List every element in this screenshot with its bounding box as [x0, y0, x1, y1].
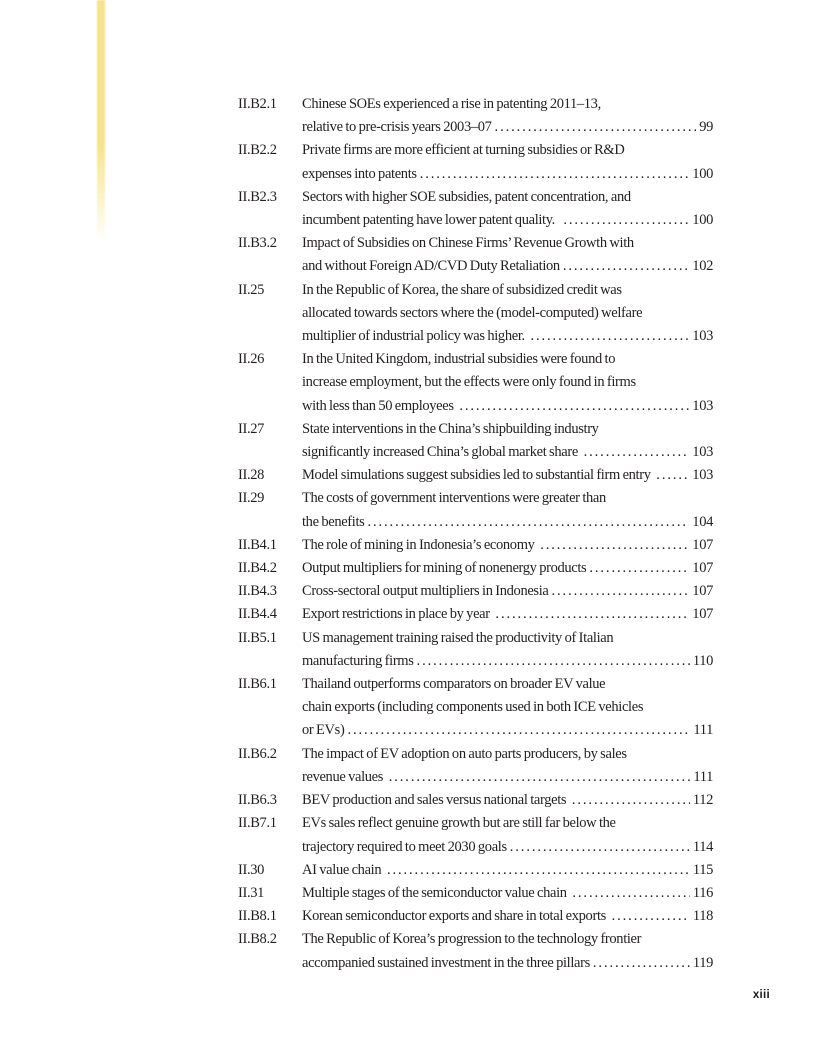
- entry-label: II.B2.2: [238, 142, 277, 159]
- entry-lines: [302, 627, 713, 673]
- dot-leader: [656, 464, 689, 487]
- entry-line-text: EVs sales reflect genuine growth but are still far below the: [302, 815, 616, 832]
- entry-label: II.B4.1: [238, 536, 277, 553]
- entry-label: II.25: [238, 281, 265, 298]
- entry-page-number: 104: [692, 513, 713, 530]
- entry-lines: [302, 603, 713, 626]
- toc-entry: [238, 186, 713, 232]
- entry-line-text: revenue values: [302, 768, 386, 785]
- entry-label: II.B8.1: [238, 908, 277, 925]
- entry-line-text: Impact of Subsidies on Chinese Firms’ Revenue Growth with: [302, 235, 634, 252]
- entry-lines: [302, 580, 713, 603]
- entry-label: II.B2.3: [238, 188, 277, 205]
- entry-page-number: 103: [692, 444, 713, 461]
- entry-line: [302, 279, 713, 302]
- entry-label: II.26: [238, 351, 265, 368]
- entry-page-number: 100: [692, 212, 713, 229]
- entry-line-text: or EVs): [302, 722, 345, 739]
- entry-label: II.30: [238, 861, 265, 878]
- entry-lines: [302, 882, 713, 905]
- entry-line-text: Private firms are more efficient at turning subsidies or R&D: [302, 142, 625, 159]
- toc-entry: [238, 627, 713, 673]
- entry-line-text: In the Republic of Korea, the share of subsidized credit was: [302, 281, 622, 298]
- entry-line: [302, 232, 713, 255]
- toc-entry: [238, 464, 713, 487]
- entry-line-text: Chinese SOEs experienced a rise in patenting 2011–13,: [302, 96, 601, 112]
- entry-page-number: 114: [692, 838, 713, 855]
- entry-line: [302, 464, 713, 487]
- entry-page-number: 99: [699, 119, 713, 136]
- entry-line-text: Korean semiconductor exports and share in total exports: [302, 908, 609, 925]
- entry-label: II.B4.3: [238, 583, 277, 600]
- entry-line-text: Cross-sectoral output multipliers in Indonesia: [302, 583, 549, 600]
- entry-line: [302, 673, 713, 696]
- entry-label: II.B3.2: [238, 235, 277, 252]
- entry-page-number: 111: [693, 768, 713, 785]
- entry-lines: [302, 139, 713, 185]
- dot-leader: [367, 511, 689, 534]
- entry-label: II.31: [238, 884, 265, 901]
- entry-lines: [302, 186, 713, 232]
- entry-line: [302, 859, 713, 882]
- entry-page-number: 100: [692, 165, 713, 182]
- entry-line-text: Model simulations suggest subsidies led to substantial firm entry: [302, 467, 654, 484]
- entry-label: II.B6.3: [238, 792, 277, 809]
- entry-line: [302, 487, 713, 510]
- entry-line-text: the benefits: [302, 513, 365, 530]
- entry-line-text: significantly increased China’s global market share: [302, 444, 581, 461]
- entry-page-number: 115: [692, 861, 713, 878]
- entry-line: [302, 580, 713, 603]
- entry-line: [302, 603, 713, 626]
- toc-entry: [238, 487, 713, 533]
- entry-page-number: 110: [692, 652, 713, 669]
- entry-lines: [302, 534, 713, 557]
- entry-line-text: multiplier of industrial policy was higher.: [302, 328, 528, 345]
- page-folio: xiii: [752, 989, 770, 1001]
- toc-entry: [238, 812, 713, 858]
- entry-line: [302, 719, 713, 742]
- entry-lines: [302, 232, 713, 278]
- toc-entry: [238, 232, 713, 278]
- entry-page-number: 107: [692, 560, 713, 577]
- entry-line-text: BEV production and sales versus national targets: [302, 792, 569, 809]
- entry-page-number: 116: [692, 884, 713, 901]
- entry-line-text: Sectors with higher SOE subsidies, patent concentration, and: [302, 188, 631, 205]
- entry-line: [302, 882, 713, 905]
- dot-leader: [572, 882, 689, 905]
- dot-leader: [563, 255, 689, 278]
- dot-leader: [572, 789, 690, 812]
- entry-line-text: The impact of EV adoption on auto parts producers, by sales: [302, 745, 627, 762]
- entry-lines: [302, 673, 713, 743]
- entry-line-text: chain exports (including components used in both ICE vehicles: [302, 699, 644, 716]
- entry-line: [302, 93, 713, 116]
- entry-lines: [302, 928, 713, 974]
- entry-page-number: 119: [692, 954, 713, 971]
- toc-entry: [238, 789, 713, 812]
- entry-page-number: 103: [692, 467, 713, 484]
- entry-line-text: Multiple stages of the semiconductor value chain: [302, 884, 570, 901]
- dot-leader: [510, 836, 690, 859]
- entry-line: [302, 766, 713, 789]
- entry-line: [302, 418, 713, 441]
- dot-leader: [420, 163, 690, 186]
- entry-label: II.27: [238, 420, 265, 437]
- entry-line-text: State interventions in the China’s shipbuilding industry: [302, 420, 599, 437]
- entry-line-text: accompanied sustained investment in the three pillars: [302, 954, 590, 971]
- entry-lines: [302, 464, 713, 487]
- entry-line: [302, 441, 713, 464]
- toc-entry: [238, 905, 713, 928]
- entry-line: [302, 348, 713, 371]
- entry-lines: [302, 418, 713, 464]
- toc-entry: [238, 882, 713, 905]
- entry-line-text: US management training raised the productivity of Italian: [302, 629, 614, 646]
- entry-label: II.B2.1: [238, 96, 277, 112]
- entry-line: [302, 696, 713, 719]
- entry-line: [302, 255, 713, 278]
- entry-lines: [302, 487, 713, 533]
- dot-leader: [389, 766, 691, 789]
- entry-line: [302, 302, 713, 325]
- entry-line-text: The Republic of Korea’s progression to the technology frontier: [302, 931, 642, 948]
- dot-leader: [417, 650, 690, 673]
- entry-line: [302, 928, 713, 951]
- entry-line-text: manufacturing firms: [302, 652, 414, 669]
- entry-line: [302, 371, 713, 394]
- entry-line-text: with less than 50 employees: [302, 397, 457, 414]
- entry-page-number: 103: [692, 328, 713, 345]
- entry-line: [302, 534, 713, 557]
- toc-entry: [238, 743, 713, 789]
- entry-label: II.B4.2: [238, 560, 277, 577]
- entry-lines: [302, 859, 713, 882]
- dot-leader: [563, 209, 689, 232]
- dot-leader: [459, 395, 689, 418]
- entry-label: II.B7.1: [238, 815, 277, 832]
- entry-lines: [302, 557, 713, 580]
- dot-leader: [612, 905, 690, 928]
- entry-line-text: The costs of government interventions were greater than: [302, 490, 606, 507]
- entry-lines: [302, 93, 713, 139]
- entry-line-text: The role of mining in Indonesia’s economy: [302, 536, 538, 553]
- entry-line: [302, 650, 713, 673]
- entry-label: II.29: [238, 490, 265, 507]
- toc-list: [238, 93, 713, 975]
- entry-lines: [302, 812, 713, 858]
- entry-line-text: relative to pre-crisis years 2003–07: [302, 119, 492, 136]
- entry-line-text: In the United Kingdom, industrial subsidies were found to: [302, 351, 616, 368]
- entry-line: [302, 952, 713, 975]
- entry-line: [302, 186, 713, 209]
- dot-leader: [495, 603, 689, 626]
- dot-leader: [552, 580, 690, 603]
- toc-entry: [238, 859, 713, 882]
- entry-lines: [302, 905, 713, 928]
- entry-page-number: 112: [692, 792, 713, 809]
- entry-lines: [302, 348, 713, 418]
- toc-entry: [238, 139, 713, 185]
- entry-label: II.B4.4: [238, 606, 277, 623]
- entry-line: [302, 325, 713, 348]
- entry-page-number: 107: [692, 606, 713, 623]
- entry-page-number: 111: [693, 722, 713, 739]
- entry-label: II.B5.1: [238, 629, 277, 646]
- entry-page-number: 103: [692, 397, 713, 414]
- toc-entry: [238, 557, 713, 580]
- toc-entry: [238, 673, 713, 743]
- toc-entry: [238, 580, 713, 603]
- entry-label: II.B6.1: [238, 676, 277, 693]
- toc-entry: [238, 534, 713, 557]
- entry-label: II.B8.2: [238, 931, 277, 948]
- entry-label: II.28: [238, 467, 265, 484]
- entry-line: [302, 116, 713, 139]
- entry-line: [302, 395, 713, 418]
- entry-line: [302, 836, 713, 859]
- entry-page-number: 107: [692, 583, 713, 600]
- entry-line: [302, 557, 713, 580]
- dot-leader: [495, 116, 697, 139]
- entry-line: [302, 163, 713, 186]
- dot-leader: [593, 952, 690, 975]
- entry-line-text: incumbent patenting have lower patent quality.: [302, 212, 561, 229]
- entry-line-text: trajectory required to meet 2030 goals: [302, 838, 507, 855]
- entry-line: [302, 139, 713, 162]
- dot-leader: [584, 441, 690, 464]
- dot-leader: [347, 719, 690, 742]
- entry-lines: [302, 743, 713, 789]
- entry-label: II.B6.2: [238, 745, 277, 762]
- entry-page-number: 118: [692, 908, 713, 925]
- dot-leader: [530, 325, 689, 348]
- entry-page-number: 107: [692, 536, 713, 553]
- entry-line: [302, 812, 713, 835]
- entry-line: [302, 511, 713, 534]
- entry-line: [302, 789, 713, 812]
- entry-line-text: expenses into patents: [302, 165, 417, 182]
- entry-line-text: Export restrictions in place by year: [302, 606, 493, 623]
- entry-line: [302, 627, 713, 650]
- entry-page-number: 102: [692, 258, 713, 275]
- toc-entry: [238, 603, 713, 626]
- entry-line-text: increase employment, but the effects were only found in firms: [302, 374, 636, 391]
- entry-line-text: Thailand outperforms comparators on broader EV value: [302, 676, 606, 693]
- entry-line: [302, 209, 713, 232]
- entry-line-text: allocated towards sectors where the (model-computed) welfare: [302, 304, 643, 321]
- toc-entry: [238, 348, 713, 418]
- dot-leader: [540, 534, 689, 557]
- dot-leader: [387, 859, 690, 882]
- toc-entry: [238, 279, 713, 349]
- entry-line-text: AI value chain: [302, 861, 384, 878]
- toc-entry: [238, 418, 713, 464]
- entry-line-text: Output multipliers for mining of nonenergy products: [302, 560, 587, 577]
- toc-entry: [238, 93, 713, 139]
- entry-line: [302, 743, 713, 766]
- entry-lines: [302, 789, 713, 812]
- toc-entry: [238, 928, 713, 974]
- entry-line: [302, 905, 713, 928]
- entry-lines: [302, 279, 713, 349]
- left-accent-bar: [97, 0, 105, 242]
- entry-line-text: and without Foreign AD/CVD Duty Retaliation: [302, 258, 560, 275]
- dot-leader: [589, 557, 689, 580]
